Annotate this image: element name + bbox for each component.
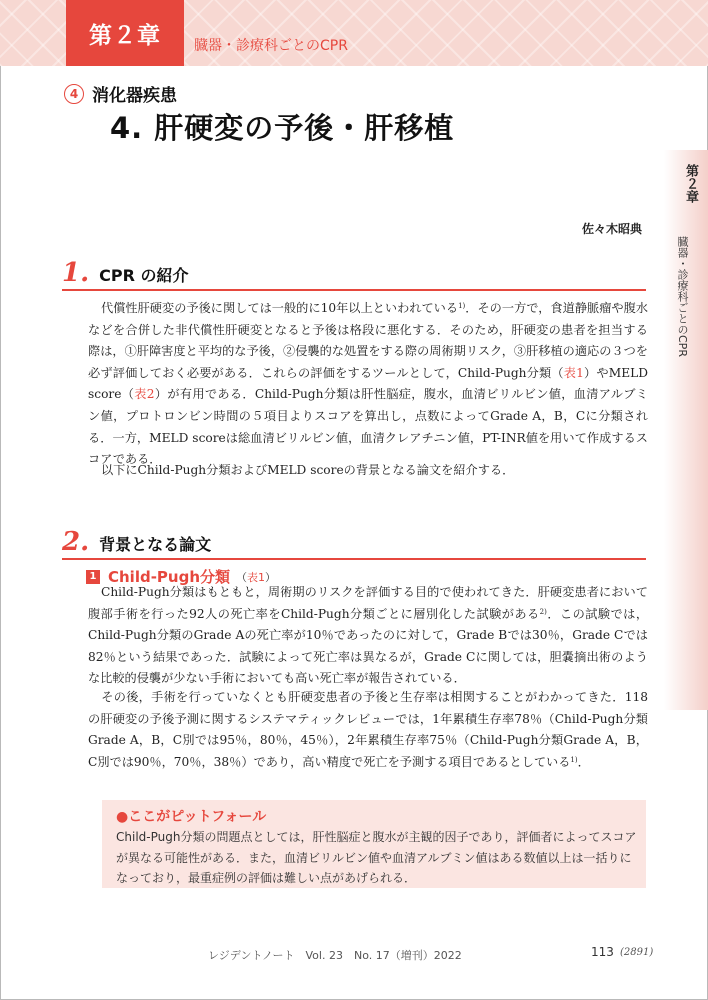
chapter-tab: 第２章: [66, 0, 184, 66]
table1-ref-link[interactable]: 表1: [247, 570, 266, 584]
chapter-subtitle: 臓器・診療科ごとのCPR: [194, 38, 348, 54]
section1-paragraph-2: 以下にChild-Pugh分類およびMELD scoreの背景となる論文を紹介する．: [101, 463, 515, 477]
section1-rule: [62, 289, 646, 291]
page-number-alt: (2891): [620, 947, 654, 958]
section1-number: 1.: [62, 258, 90, 288]
side-tab-chapter: 第２章: [683, 164, 698, 203]
citation: 1): [570, 755, 578, 764]
citation: 2): [539, 607, 547, 616]
side-chapter-tab: [664, 150, 708, 710]
table1-ref-link[interactable]: 表1: [563, 365, 584, 380]
section-name: 消化器疾患: [92, 86, 177, 106]
section1-title: CPR の紹介: [99, 266, 189, 285]
section2-number: 2.: [62, 527, 90, 557]
pitfall-title: ●ここがピットフォール: [116, 809, 267, 825]
pitfall-box: [102, 800, 646, 888]
subsection-table-ref: （表1）: [236, 570, 277, 584]
journal-footer: レジデントノート Vol. 23 No. 17（増刊）2022: [208, 949, 462, 962]
section-label: [64, 81, 177, 106]
section2-title: 背景となる論文: [99, 535, 212, 554]
section2-heading: [62, 527, 211, 557]
side-tab-text: 臓器・診療科ごとのCPR: [676, 236, 689, 357]
author-name: 佐々木昭典: [581, 222, 642, 236]
section1-paragraph-1: 代償性肝硬変の予後に関しては一般的に10年以上といわれている$^{1)}$．その一方で，食道静脈瘤や腹水などを合併した非代償性肝硬変となると予後は格段に悪化する．そのため，肝硬変の患者を担当する際は，①肝障害度と平均的な予後，②侵襲的な処置をする際の周術期リスク，③肝移植の適応の３つを必ず評価しておく必要がある．これらの評価をするツールとして，Child-Pugh分類（表1）やMELD score（表2）が有用である．Child-Pugh分類は肝性脳症，腹水，血清ビリルビン値，血清アルブミン値，プロトロンビン時間の５項目よりスコアを算出し，点数によってGrade A，B，Cに分類される．一方，MELD scoreは総血清ビリルビン値，血清クレアチニン値，PT-INR値を用いて作成するスコアである．: [88, 301, 648, 467]
table2-ref-link[interactable]: 表2: [134, 387, 155, 402]
subsection-number-badge: 1: [86, 570, 100, 584]
section2-rule: [62, 558, 646, 560]
section2-paragraph-1: Child-Pugh分類はもともと，周術期のリスクを評価する目的で使われてきた．肝硬変患者において腹部手術を行った92人の死亡率をChild-Pugh分類ごとに層別化した試験がある$^{2)}$．この試験では，Child-Pugh分類のGrade Aの死亡率が10％であったのに対して，Grade Bでは30％，Grade Cでは82％という結果であった．試験によって死亡率は異なるが，Grade Cに関しては，胆嚢摘出術のような比較的侵襲が少ない手術においても高い死亡率が報告されている．: [88, 585, 649, 686]
section1-heading: [62, 258, 189, 288]
pitfall-body: Child-Pugh分類の問題点としては，肝性脳症と腹水が主観的因子であり，評価者によってスコアが異なる可能性がある．また，血清ビリルビン値や血清アルブミン値はある数値以上は一括りになっており，最重症例の評価は難しい点があげられる．: [116, 830, 637, 885]
page-number: 113: [591, 945, 614, 959]
subsection-title: Child-Pugh分類: [108, 568, 231, 586]
citation: 1): [458, 302, 466, 310]
page-title: 4. 肝硬変の予後・肝移植: [110, 111, 455, 145]
section2-paragraph-2: その後，手術を行っていなくとも肝硬変患者の予後と生存率は相関することがわかってきた．118の肝硬変の予後予測に関するシステマティックレビューでは，1年累積生存率78％（Child-Pugh分類Grade A，B，C別では95％，80％，45％），2年累積生存率75％（Child-Pugh分類Grade A，B，C別では90％，70％，38％）であり，高い精度で死亡を予測する項目であるとしている$^{1)}$．: [88, 690, 648, 769]
section-number-badge: 4: [64, 84, 84, 104]
